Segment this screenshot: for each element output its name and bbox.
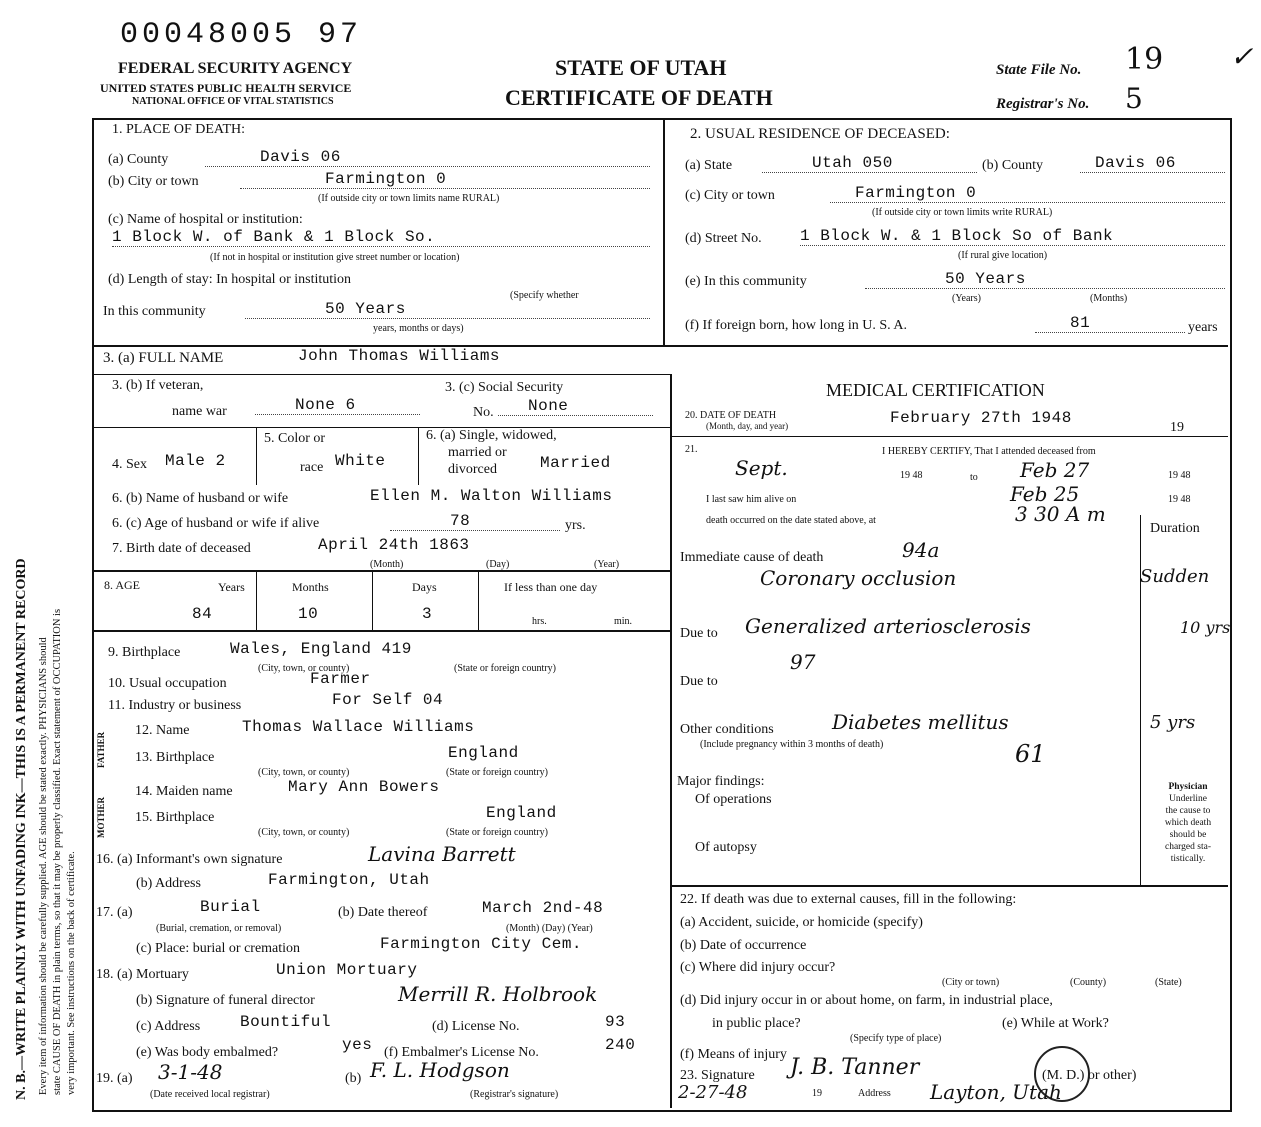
father-side-label: FATHER	[96, 731, 106, 768]
agency-name: FEDERAL SECURITY AGENCY	[118, 60, 353, 77]
death-city-note: (If outside city or town limits name RURAL)	[318, 193, 500, 204]
res-street-value: 1 Block W. & 1 Block So of Bank	[800, 227, 1225, 246]
age-months-label: Months	[292, 580, 329, 594]
embalmed-value: yes	[342, 1036, 373, 1054]
death-city-value: Farmington 0	[240, 170, 650, 189]
hrs-label: hrs.	[532, 616, 547, 627]
hospital-label: (c) Name of hospital or institution:	[108, 212, 303, 227]
res-state-value: Utah 050	[762, 154, 977, 173]
registrar-sig-note: (Registrar's signature)	[470, 1089, 559, 1100]
informant-label: 16. (a) Informant's own signature	[96, 852, 283, 867]
race-value: White	[335, 452, 386, 470]
hospital-note: (If not in hospital or institution give street number or location)	[210, 252, 460, 263]
due-to-1-code: 97	[790, 650, 816, 674]
mortuary-address-value: Bountiful	[240, 1013, 331, 1031]
external-d-label-2: in public place?	[712, 1016, 801, 1031]
received-value: 3-1-48	[158, 1060, 223, 1084]
cert-number: 21.	[685, 444, 698, 455]
min-label: min.	[614, 616, 633, 627]
place-of-death-heading: 1. PLACE OF DEATH:	[112, 122, 246, 137]
registrar-label: Registrar's No.	[996, 96, 1090, 112]
margin-instruction-3: very important. See instructions on the back of certificate.	[66, 851, 77, 1095]
sex-value: Male 2	[165, 452, 226, 470]
spouse-age-label: 6. (c) Age of husband or wife if alive	[112, 516, 320, 531]
received-label: 19. (a)	[96, 1071, 133, 1086]
birth-month-label: (Month)	[370, 559, 404, 570]
other-conditions-duration: 5 yrs	[1150, 712, 1196, 733]
father-bp-value: England	[448, 744, 519, 762]
external-c-note-3: (State)	[1155, 977, 1182, 988]
full-name-label: 3. (a) FULL NAME	[103, 350, 224, 366]
age-months-value: 10	[298, 605, 319, 623]
other-conditions-note: (Include pregnancy within 3 months of death)	[700, 739, 884, 750]
state-file-label: State File No.	[996, 62, 1082, 78]
birthplace-label: 9. Birthplace	[108, 645, 181, 660]
immediate-cause-code: 94a	[902, 538, 940, 562]
attended-from-year: 19 48	[900, 470, 923, 481]
birth-label: 7. Birth date of deceased	[112, 541, 251, 556]
director-label: (b) Signature of funeral director	[136, 993, 315, 1008]
burial-date-label: (b) Date thereof	[338, 905, 428, 920]
father-name-label: 12. Name	[135, 723, 190, 738]
res-community-value: 50 Years	[865, 270, 1225, 289]
sex-label: 4. Sex	[112, 457, 147, 472]
external-d-label: (d) Did injury occur in or about home, on farm, in industrial place,	[680, 993, 1053, 1008]
death-community-label: In this community	[103, 304, 206, 319]
death-date-value: February 27th 1948	[890, 409, 1072, 427]
informant-address-value: Farmington, Utah	[268, 871, 430, 889]
death-date-sub: (Month, day, and year)	[706, 421, 789, 431]
death-county-value: Davis 06	[205, 148, 650, 167]
res-years-label: (Years)	[952, 293, 981, 304]
attended-to: Feb 27	[1020, 458, 1090, 482]
mother-note-1: (City, town, or county)	[258, 827, 350, 838]
death-date-19: 19	[1170, 420, 1184, 435]
father-note-2: (State or foreign country)	[446, 767, 548, 778]
burial-note: (Burial, cremation, or removal)	[156, 923, 282, 934]
occupation-label: 10. Usual occupation	[108, 676, 227, 691]
license-value: 93	[605, 1013, 626, 1031]
service-name: UNITED STATES PUBLIC HEALTH SERVICE	[100, 81, 352, 95]
mother-name-value: Mary Ann Bowers	[288, 778, 440, 796]
stamp-number: 00048005 97	[120, 18, 363, 52]
burial-place-value: Farmington City Cem.	[380, 935, 583, 953]
spouse-label: 6. (b) Name of husband or wife	[112, 491, 289, 506]
ss-sub: No.	[473, 405, 494, 420]
death-city-label: (b) City or town	[108, 174, 199, 189]
informant-signature: Lavina Barrett	[368, 842, 516, 866]
due-to-2-label: Due to	[680, 674, 718, 689]
veteran-value: None 6	[255, 396, 420, 415]
marital-sub2: divorced	[448, 462, 497, 477]
other-conditions-value: Diabetes mellitus	[832, 710, 1009, 734]
marital-sub1: married or	[448, 445, 507, 460]
residence-heading: 2. USUAL RESIDENCE OF DECEASED:	[690, 126, 950, 142]
burial-date-value: March 2nd-48	[482, 899, 604, 917]
father-note-1: (City, town, or county)	[258, 767, 350, 778]
death-community-value: 50 Years	[245, 300, 650, 319]
res-city-label: (c) City or town	[685, 188, 775, 203]
physician-side-note: Physician Underline the cause to which death should be charged sta- tistically.	[1164, 782, 1212, 864]
physician-signature: J. B. Tanner	[790, 1055, 920, 1080]
immediate-cause-duration: Sudden	[1140, 566, 1210, 587]
external-f-label: (f) Means of injury	[680, 1047, 787, 1062]
veteran-label: 3. (b) If veteran,	[112, 378, 204, 393]
industry-label: 11. Industry or business	[108, 698, 242, 713]
other-conditions-label: Other conditions	[680, 722, 774, 737]
other-conditions-code: 61	[1015, 740, 1046, 768]
spouse-age-unit: yrs.	[565, 518, 586, 533]
signature-date: 2-27-48	[678, 1082, 748, 1103]
state-file-value: 19	[1125, 42, 1164, 77]
burial-value: Burial	[200, 898, 261, 916]
signature-address-label: Address	[858, 1088, 891, 1099]
birth-year-label: (Year)	[594, 559, 620, 570]
age-days-value: 3	[422, 605, 433, 623]
registrar-b-label: (b)	[345, 1071, 362, 1086]
res-community-label: (e) In this community	[685, 274, 807, 289]
office-name: NATIONAL OFFICE OF VITAL STATISTICS	[132, 96, 334, 107]
burial-label: 17. (a)	[96, 905, 133, 920]
registrar-signature: F. L. Hodgson	[370, 1058, 510, 1082]
spouse-value: Ellen M. Walton Williams	[370, 487, 613, 505]
last-seen-label: I last saw him alive on	[706, 494, 797, 505]
res-street-note: (If rural give location)	[958, 250, 1048, 261]
res-foreign-value: 81	[1035, 314, 1185, 333]
industry-value: For Self 04	[332, 691, 444, 709]
last-seen-value: Feb 25	[1010, 482, 1080, 506]
age-less-label: If less than one day	[504, 580, 598, 594]
last-seen-year: 19 48	[1168, 494, 1191, 505]
immediate-cause-value: Coronary occlusion	[760, 566, 957, 590]
birthplace-value: Wales, England 419	[230, 640, 412, 658]
external-heading: 22. If death was due to external causes, fill in the following:	[680, 892, 1017, 907]
stay-label: (d) Length of stay: In hospital or institution	[108, 272, 352, 287]
stay-note: (Specify whether	[510, 290, 579, 301]
occupation-value: Farmer	[310, 670, 371, 688]
state-title: STATE OF UTAH	[555, 55, 727, 80]
res-foreign-unit: years	[1188, 320, 1218, 335]
birth-day-label: (Day)	[486, 559, 510, 570]
death-community-note: years, months or days)	[373, 323, 464, 334]
received-note: (Date received local registrar)	[150, 1089, 270, 1100]
occurred-value: 3 30 A m	[1015, 502, 1106, 526]
mother-side-label: MOTHER	[96, 796, 106, 838]
occurred-label: death occurred on the date stated above, at	[706, 515, 876, 526]
certificate-frame	[92, 118, 1232, 1112]
hospital-value: 1 Block W. of Bank & 1 Block So.	[112, 228, 650, 247]
res-foreign-label: (f) If foreign born, how long in U. S. A.	[685, 318, 908, 333]
medical-heading: MEDICAL CERTIFICATION	[826, 380, 1045, 400]
birthplace-note-2: (State or foreign country)	[454, 663, 556, 674]
external-d-note: (Specify type of place)	[850, 1033, 942, 1044]
cert-text: I HEREBY CERTIFY, That I attended deceased from	[882, 446, 1096, 457]
color-label: 5. Color or	[264, 431, 326, 446]
marital-value: Married	[540, 454, 611, 472]
father-name-value: Thomas Wallace Williams	[242, 718, 475, 736]
mother-bp-label: 15. Birthplace	[135, 810, 215, 825]
spouse-age-value: 78	[390, 512, 560, 531]
res-months-label: (Months)	[1090, 293, 1128, 304]
mother-note-2: (State or foreign country)	[446, 827, 548, 838]
due-to-1-value: Generalized arteriosclerosis	[745, 614, 1031, 638]
margin-notice: N. B.—WRITE PLAINLY WITH UNFADING INK—THIS IS A PERMANENT RECORD	[14, 558, 29, 1100]
embalmed-label: (e) Was body embalmed?	[136, 1045, 279, 1060]
res-city-note: (If outside city or town limits write RURAL)	[872, 207, 1053, 218]
operations-label: Of operations	[695, 792, 772, 807]
ss-value: None	[498, 397, 653, 416]
director-signature: Merrill R. Holbrook	[398, 982, 598, 1006]
signature-label: 23. Signature	[680, 1068, 755, 1083]
father-bp-label: 13. Birthplace	[135, 750, 215, 765]
age-label: 8. AGE	[104, 578, 140, 592]
md-label: (M. D.) or other)	[1042, 1068, 1137, 1083]
external-b-label: (b) Date of occurrence	[680, 938, 807, 953]
mother-bp-value: England	[486, 804, 557, 822]
res-county-value: Davis 06	[1080, 154, 1225, 173]
external-a-label: (a) Accident, suicide, or homicide (specify)	[680, 915, 923, 930]
due-to-1-label: Due to	[680, 626, 718, 641]
external-c-note-1: (City or town)	[942, 977, 1000, 988]
informant-address-label: (b) Address	[136, 876, 201, 891]
marital-label: 6. (a) Single, widowed,	[426, 428, 557, 443]
full-name-value: John Thomas Williams	[298, 347, 501, 365]
mortuary-label: 18. (a) Mortuary	[96, 967, 189, 982]
burial-date-note: (Month) (Day) (Year)	[506, 923, 593, 934]
age-years-label: Years	[218, 580, 245, 594]
res-city-value: Farmington 0	[830, 184, 1225, 203]
birthplace-note-1: (City, town, or county)	[258, 663, 350, 674]
margin-instruction-2: state CAUSE OF DEATH in plain terms, so that it may be properly classified. Exact statement of OCCUPATION is	[52, 608, 63, 1095]
signature-address-value: Layton, Utah	[930, 1080, 1062, 1104]
race-label: race	[300, 460, 324, 475]
death-county-label: (a) County	[108, 152, 169, 167]
external-c-note-2: (County)	[1070, 977, 1107, 988]
burial-place-label: (c) Place: burial or cremation	[136, 941, 301, 956]
margin-instruction-1: Every item of information should be carefully supplied. AGE should be stated exactly. PHYSICIANS should	[38, 637, 49, 1095]
mortuary-address-label: (c) Address	[136, 1019, 201, 1034]
autopsy-label: Of autopsy	[695, 840, 757, 855]
attended-from: Sept.	[735, 456, 788, 480]
attended-to-label: to	[970, 472, 978, 483]
immediate-cause-label: Immediate cause of death	[680, 550, 824, 565]
mother-name-label: 14. Maiden name	[135, 784, 233, 799]
attended-to-year: 19 48	[1168, 470, 1191, 481]
signature-19: 19	[812, 1088, 822, 1099]
age-years-value: 84	[192, 605, 213, 623]
age-days-label: Days	[412, 580, 437, 594]
duration-label: Duration	[1150, 521, 1200, 536]
mortuary-value: Union Mortuary	[276, 961, 418, 979]
ss-label: 3. (c) Social Security	[445, 380, 564, 395]
embalmer-license-label: (f) Embalmer's License No.	[384, 1045, 539, 1060]
res-street-label: (d) Street No.	[685, 231, 762, 246]
license-label: (d) License No.	[432, 1019, 520, 1034]
embalmer-license-value: 240	[605, 1036, 636, 1054]
external-c-label: (c) Where did injury occur?	[680, 960, 836, 975]
birth-value: April 24th 1863	[318, 536, 470, 554]
page-title: CERTIFICATE OF DEATH	[505, 85, 773, 110]
res-state-label: (a) State	[685, 158, 733, 173]
registrar-value: 5	[1125, 82, 1143, 115]
death-date-label: 20. DATE OF DEATH	[685, 410, 777, 421]
res-county-label: (b) County	[982, 158, 1044, 173]
check-mark-icon: ✓	[1230, 40, 1254, 73]
external-e-label: (e) While at Work?	[1002, 1016, 1109, 1031]
major-findings-label: Major findings:	[677, 774, 765, 789]
veteran-sub: name war	[172, 404, 227, 419]
due-to-1-duration: 10 yrs	[1180, 618, 1231, 637]
